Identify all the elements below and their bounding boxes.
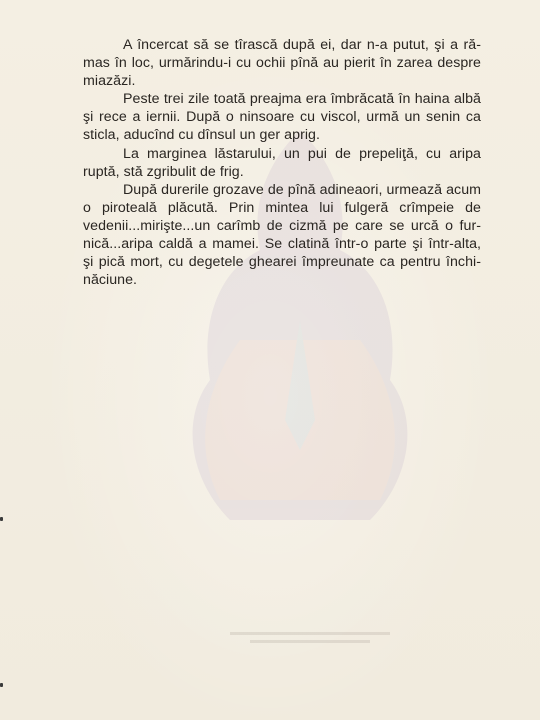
paragraph <box>83 181 481 290</box>
paragraph <box>83 90 481 144</box>
text-line: După durerile grozave de pînă adineaori, urmează acum <box>123 181 481 198</box>
text-line: şi pică mort, cu degetele ghearei împreunate ca pentru închi- <box>83 254 481 271</box>
text-line: nică...aripa caldă a mamei. Se clatină într-o parte şi într-alta, <box>83 236 481 253</box>
text-line: miazăzi. <box>83 73 136 90</box>
text-line: sticla, aducînd cu dînsul un ger aprig. <box>83 127 320 144</box>
story-text <box>83 36 481 289</box>
text-line: năciune. <box>83 272 138 289</box>
text-line: şi rece a iernii. După o ninsoare cu viscol, urmă un senin ca <box>83 109 481 126</box>
text-line: A încercat să se tîrască după ei, dar n-a putut, şi a ră- <box>123 37 481 53</box>
text-line: La marginea lăstarului, un pui de prepeliţă, cu aripa <box>123 145 481 162</box>
bleed-through-footer <box>250 640 370 643</box>
paragraph <box>83 145 481 181</box>
text-line: ruptă, stă zgribulit de frig. <box>83 163 244 180</box>
text-line: mas în loc, urmărindu-i cu ochii pînă au pierit în zarea despre <box>83 55 481 72</box>
text-line: Peste trei zile toată preajma era îmbrăcată în haina albă <box>123 91 481 108</box>
page-edge-mark <box>0 517 3 521</box>
page-edge-mark <box>0 683 3 687</box>
text-line: vedenii...mirişte...un carîmb de cizmă pe care se urcă o fur- <box>83 217 481 234</box>
text-line: o piroteală plăcută. Prin mintea lui fulgeră crîmpeie de <box>83 199 481 216</box>
paragraph <box>83 36 481 90</box>
bleed-through-footer <box>230 632 390 635</box>
